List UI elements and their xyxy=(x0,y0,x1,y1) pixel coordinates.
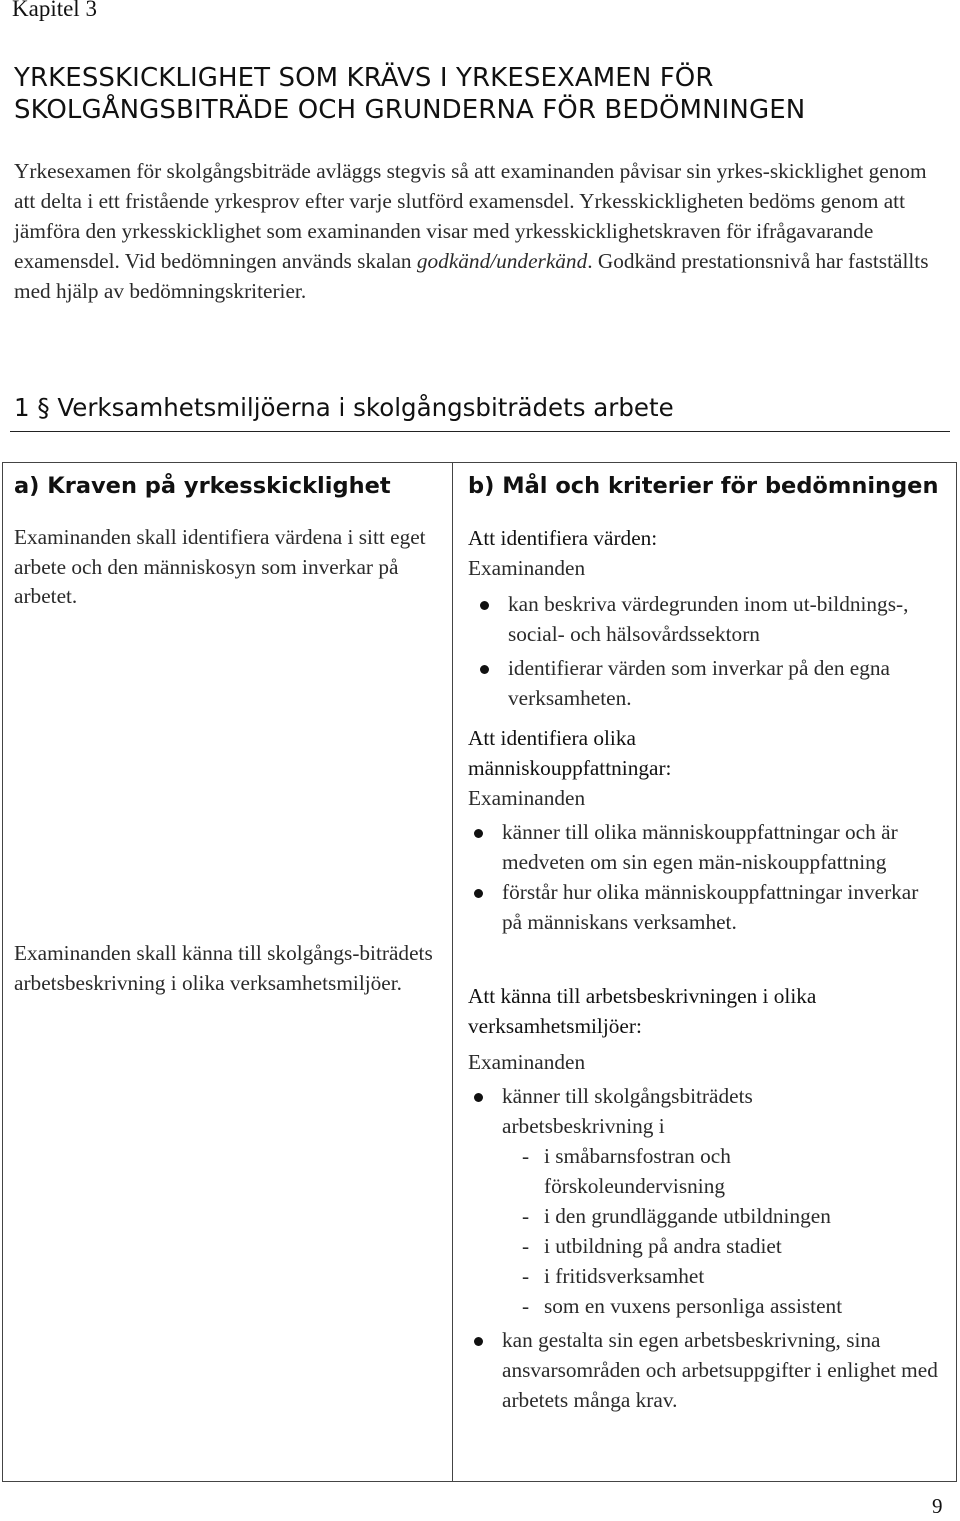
requirement-text: Examinanden skall känna till skolgångs-biträdets arbetsbeskrivning i olika verksamhetsmiljöer. xyxy=(14,941,433,995)
chapter-label: Kapitel 3 xyxy=(12,0,97,21)
intro-text-2: . Godkänd prestationsnivå har fastställts med hjälp av bedömningskriterier. xyxy=(14,249,929,303)
section-heading: 1 § Verksamhetsmiljöerna i skolgångsbiträdets arbete xyxy=(14,393,674,422)
criteria-bullet xyxy=(468,1081,822,1141)
criteria-title: Att identifiera olika människouppfattningar: xyxy=(468,726,672,780)
title-line-1: YRKESSKICKLIGHET SOM KRÄVS I YRKESEXAMEN FÖR xyxy=(14,63,714,93)
column-header-requirements: a) Kraven på yrkesskicklighet xyxy=(14,473,391,499)
sub-item xyxy=(468,1291,948,1321)
criteria-bullet xyxy=(468,877,942,937)
bullet-text: kan beskriva värdegrunden inom ut-bildnings-, social- och hälsovårdssektorn xyxy=(508,592,909,646)
bullet-icon xyxy=(474,889,483,898)
bullet-icon xyxy=(474,1337,483,1346)
sub-item-text: som en vuxens personliga assistent xyxy=(544,1294,843,1318)
dash-icon: - xyxy=(522,1204,530,1228)
bullet-icon xyxy=(480,601,489,610)
intro-paragraph xyxy=(14,156,944,306)
bullet-text: känner till skolgångsbiträdets arbetsbeskrivning i xyxy=(502,1084,753,1138)
dash-icon: - xyxy=(522,1144,530,1168)
criteria-bullet xyxy=(468,1325,950,1415)
requirement-text: Examinanden skall identifiera värdena i sitt eget arbete och den människosyn som inverkar på arbetet. xyxy=(14,525,426,608)
criteria-bullet xyxy=(468,817,922,877)
sub-item-text: i utbildning på andra stadiet xyxy=(544,1234,782,1258)
column-header-criteria: b) Mål och kriterier för bedömningen xyxy=(468,473,939,499)
bullet-icon xyxy=(474,829,483,838)
criteria-table xyxy=(2,462,957,1482)
criteria-bullet xyxy=(468,653,948,713)
section-divider xyxy=(10,431,950,432)
sub-item xyxy=(468,1201,948,1231)
criteria-block xyxy=(468,723,948,937)
criteria-lead: Examinanden xyxy=(468,1050,586,1074)
sub-item xyxy=(468,1231,948,1261)
criteria-block xyxy=(468,981,948,1415)
dash-icon: - xyxy=(522,1294,530,1318)
criteria-title: Att identifiera värden: xyxy=(468,526,658,550)
intro-scale-italic: godkänd/underkänd xyxy=(416,249,588,273)
bullet-icon xyxy=(474,1093,483,1102)
criteria-lead: Examinanden xyxy=(468,786,586,810)
criteria-block xyxy=(468,523,948,713)
column-divider xyxy=(452,463,453,1481)
sub-item-text: i den grundläggande utbildningen xyxy=(544,1204,831,1228)
bullet-icon xyxy=(480,665,489,674)
criteria-title: Att känna till arbetsbeskrivningen i olika verksamhetsmiljöer: xyxy=(468,984,817,1038)
criteria-lead: Examinanden xyxy=(468,556,586,580)
sub-item xyxy=(468,1261,948,1291)
sub-item-text: i fritidsverksamhet xyxy=(544,1264,705,1288)
dash-icon: - xyxy=(522,1264,530,1288)
sub-item xyxy=(468,1141,804,1201)
bullet-text: identifierar värden som inverkar på den egna verksamheten. xyxy=(508,656,890,710)
sub-item-text: i småbarnsfostran och förskoleundervisning xyxy=(544,1144,731,1198)
intro-text-1: Yrkesexamen för skolgångsbiträde avläggs stegvis så att examinanden påvisar sin yrkes-skicklighet genom att delta i ett fristående yrkesprov efter varje slutförd examensdel. Yrkesskickligheten bedöms genom att jämföra den yrkesskicklighet som examinanden visar med yrkesskicklighetskraven för ifrågavarande examensdel. Vid bedömningen används skalan xyxy=(14,159,927,273)
bullet-text: förstår hur olika människouppfattningar inverkar på människans verksamhet. xyxy=(502,880,919,934)
criteria-bullet xyxy=(468,589,948,649)
bullet-text: känner till olika människouppfattningar och är medveten om sin egen män-niskouppfattning xyxy=(502,820,898,874)
dash-icon: - xyxy=(522,1234,530,1258)
bullet-text: kan gestalta sin egen arbetsbeskrivning, sina ansvarsområden och arbetsuppgifter i enlighet med arbetets många krav. xyxy=(502,1328,938,1412)
page-number: 9 xyxy=(932,1494,943,1518)
page-title xyxy=(14,62,805,126)
title-line-2: SKOLGÅNGSBITRÄDE OCH GRUNDERNA FÖR BEDÖMNINGEN xyxy=(14,95,806,125)
